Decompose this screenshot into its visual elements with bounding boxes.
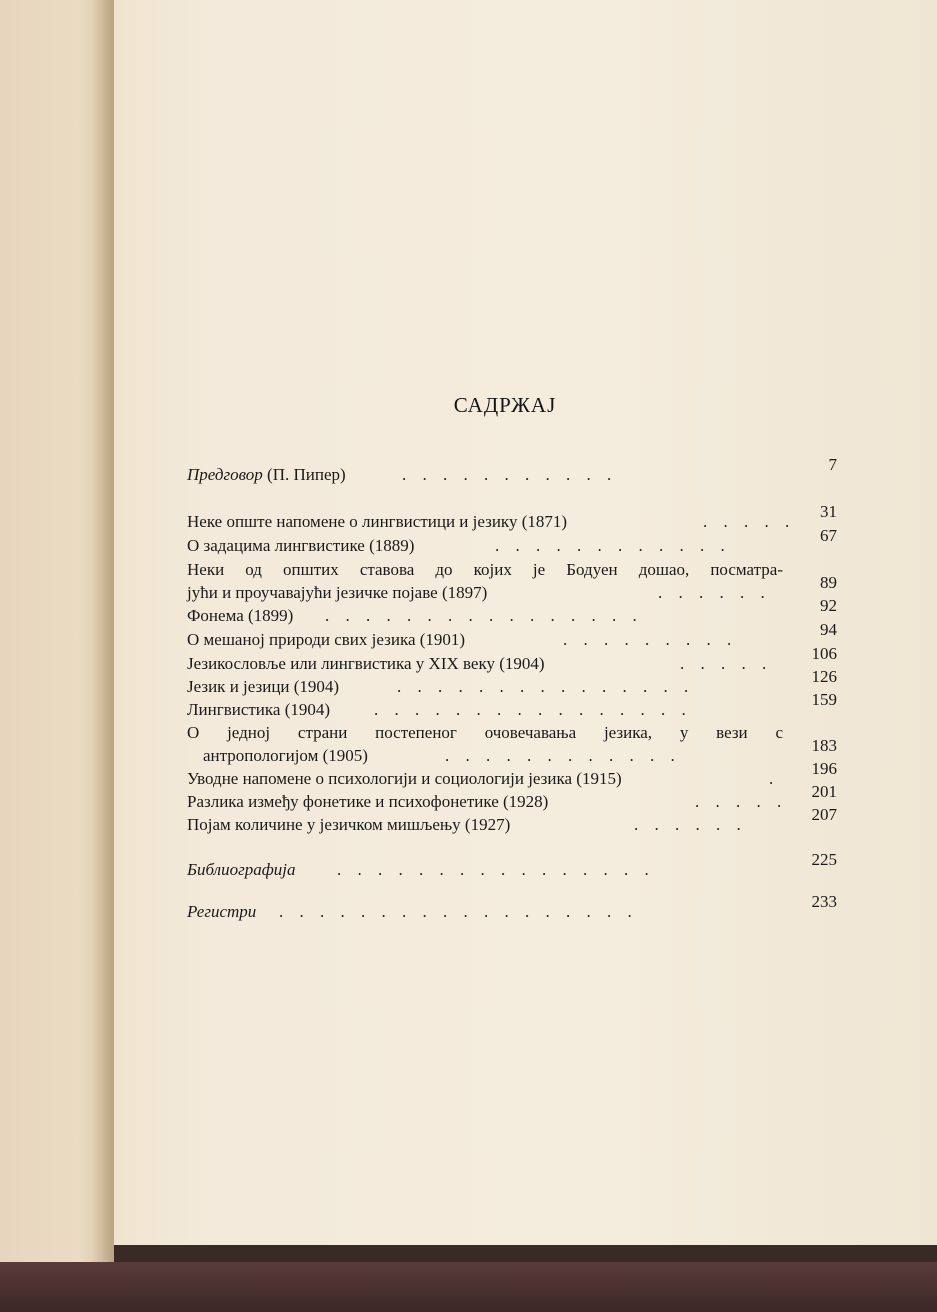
toc-entry-title-continued: антропологијом (1905) [203, 746, 368, 765]
toc-entry-title: Предговор [187, 465, 263, 484]
toc-entry [187, 596, 837, 628]
toc-entry-title: Уводне напомене о психологији и социологији језика (1915) [187, 769, 622, 788]
toc-entry-author: (П. Пипер) [262, 465, 346, 484]
leader-dots: . . . . . . . . . . . [402, 465, 618, 484]
leader-dots: . . . . . [695, 792, 788, 811]
toc-entry [187, 455, 837, 487]
toc-entry [187, 892, 837, 924]
toc-entry [187, 502, 837, 534]
page-number: 233 [811, 892, 837, 911]
page-number: 196 [811, 759, 837, 778]
toc-entry [187, 644, 837, 676]
page-number: 89 [820, 573, 837, 592]
toc-entry [187, 850, 837, 882]
toc-entry [187, 690, 837, 722]
toc-entry-title: Фонема (1899) [187, 606, 294, 625]
page-number: 183 [811, 736, 837, 755]
leader-dots: . . . . . . . . . . . . . . . . [325, 606, 643, 625]
page-number: 207 [811, 805, 837, 824]
toc-entry-title: Лингвистика (1904) [187, 700, 331, 719]
page-number: 67 [820, 526, 837, 545]
page-number: 92 [820, 596, 837, 615]
book-spine [92, 0, 114, 1268]
leader-dots: . . . . . . . . . [563, 630, 738, 649]
leader-dots: . . . . . . . . . . . . . . . [397, 677, 695, 696]
toc-entry [187, 759, 837, 791]
toc-entry-title: Језикословље или лингвистика у XIX веку (1904) [187, 654, 545, 673]
toc-entry [187, 573, 837, 605]
leader-dots: . . . . . . . . . . . . [495, 536, 731, 555]
leader-dots: . . . . . . . . . . . . . . . . [337, 860, 655, 879]
toc-entry-title: О задацима лингвистике (1889) [187, 536, 415, 555]
toc-entry-title: Појам количине у језичком мишљењу (1927) [187, 815, 511, 834]
toc-entry [187, 667, 837, 699]
leader-dots: . . . . . . . . . . . . [445, 746, 681, 765]
page-number: 94 [820, 620, 837, 639]
toc-entry-title: Језик и језици (1904) [187, 677, 340, 696]
toc-entry-title: Библиографија [187, 860, 296, 879]
leader-dots: . . . . . [703, 512, 796, 531]
toc-entry [187, 805, 837, 837]
page-number: 106 [811, 644, 837, 663]
toc-entry [187, 782, 837, 814]
background-surface [0, 1262, 937, 1312]
leader-dots: . [769, 769, 780, 788]
page-number: 201 [811, 782, 837, 801]
page-number: 225 [811, 850, 837, 869]
leader-dots: . . . . . . . . . . . . . . . . . . [279, 902, 638, 921]
page-number: 159 [811, 690, 837, 709]
toc-entry-title: Регистри [187, 902, 257, 921]
toc-entry [187, 620, 837, 652]
toc-entry [187, 526, 837, 558]
toc-entry [187, 736, 837, 768]
toc-entry-title-continued: јући и проучавајући језичке појаве (1897) [187, 583, 488, 602]
contents-heading: САДРЖАЈ [453, 393, 557, 417]
toc-entry-title: О мешаној природи свих језика (1901) [187, 630, 466, 649]
leader-dots: . . . . . . [634, 815, 747, 834]
page-number: 31 [820, 502, 837, 521]
page-number: 126 [811, 667, 837, 686]
leader-dots: . . . . . . [658, 583, 771, 602]
toc-entry-title: Неки од општих ставова до којих је Бодуен дошао, посматра- [187, 560, 783, 579]
page-number: 7 [828, 455, 837, 474]
leader-dots: . . . . . . . . . . . . . . . . [374, 700, 692, 719]
toc-entry-title: О једној страни постепеног очовечавања језика, у вези с [187, 723, 783, 742]
leader-dots: . . . . . [680, 654, 773, 673]
toc-entry-title: Неке опште напомене о лингвистици и језику (1871) [187, 512, 568, 531]
toc-entry-title: Разлика између фонетике и психофонетике (1928) [187, 792, 549, 811]
